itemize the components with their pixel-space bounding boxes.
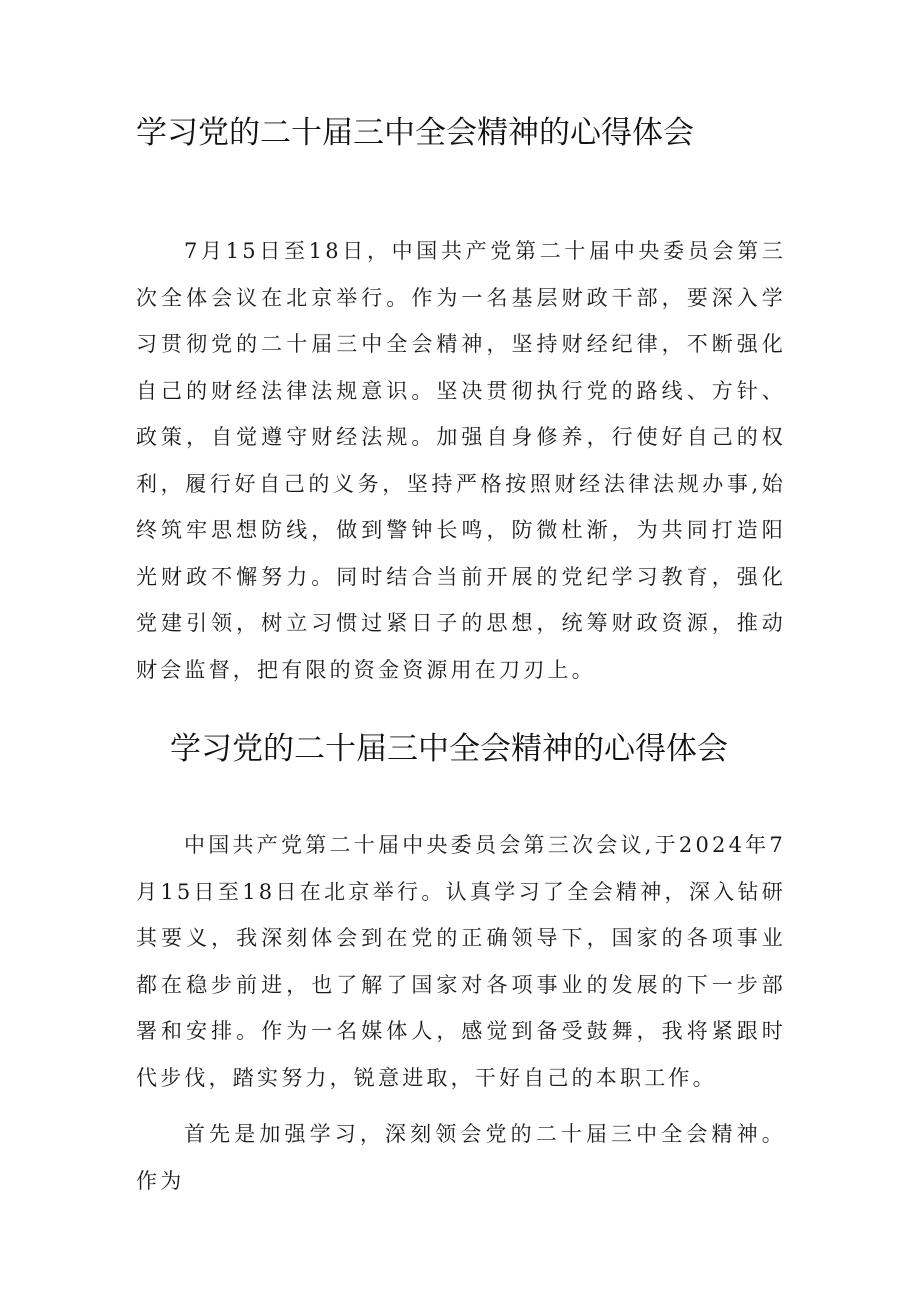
section-2-title: 学习党的二十届三中全会精神的心得体会 [170,731,728,767]
section-1-paragraph-1: 7月15日至18日，中国共产党第二十届中央委员会第三次全体会议在北京举行。作为一名基层财政干部，要深入学习贯彻党的二十届三中全会精神，坚持财经纪律，不断强化自己的财经法律法规意识。坚决贯彻执行党的路线、方针、政策，自觉遵守财经法规。加强自身修养，行使好自己的权利，履行好自己的义务，坚持严格按照财经法律法规办事,始终筑牢思想防线，做到警钟长鸣，防微杜渐，为共同打造阳光财政不懈努力。同时结合当前开展的党纪学习教育，强化党建引领，树立习惯过紧日子的思想，统筹财政资源，推动财会监督，把有限的资金资源用在刀刃上。 [136,239,786,682]
section-2-paragraph-1: 中国共产党第二十届中央委员会第三次会议,于2024年7月15日至18日在北京举行。认真学习了全会精神，深入钻研其要义，我深刻体会到在党的正确领导下，国家的各项事业都在稳步前进，也了解了国家对各项事业的发展的下一步部署和安排。作为一名媒体人，感觉到备受鼓舞，我将紧跟时代步伐，踏实努力，锐意进取，干好自己的本职工作。 [136,833,786,1090]
section-1-title: 学习党的二十届三中全会精神的心得体会 [136,115,694,151]
section-2-paragraph-2: 首先是加强学习，深刻领会党的二十届三中全会精神。作为 [136,1122,786,1193]
